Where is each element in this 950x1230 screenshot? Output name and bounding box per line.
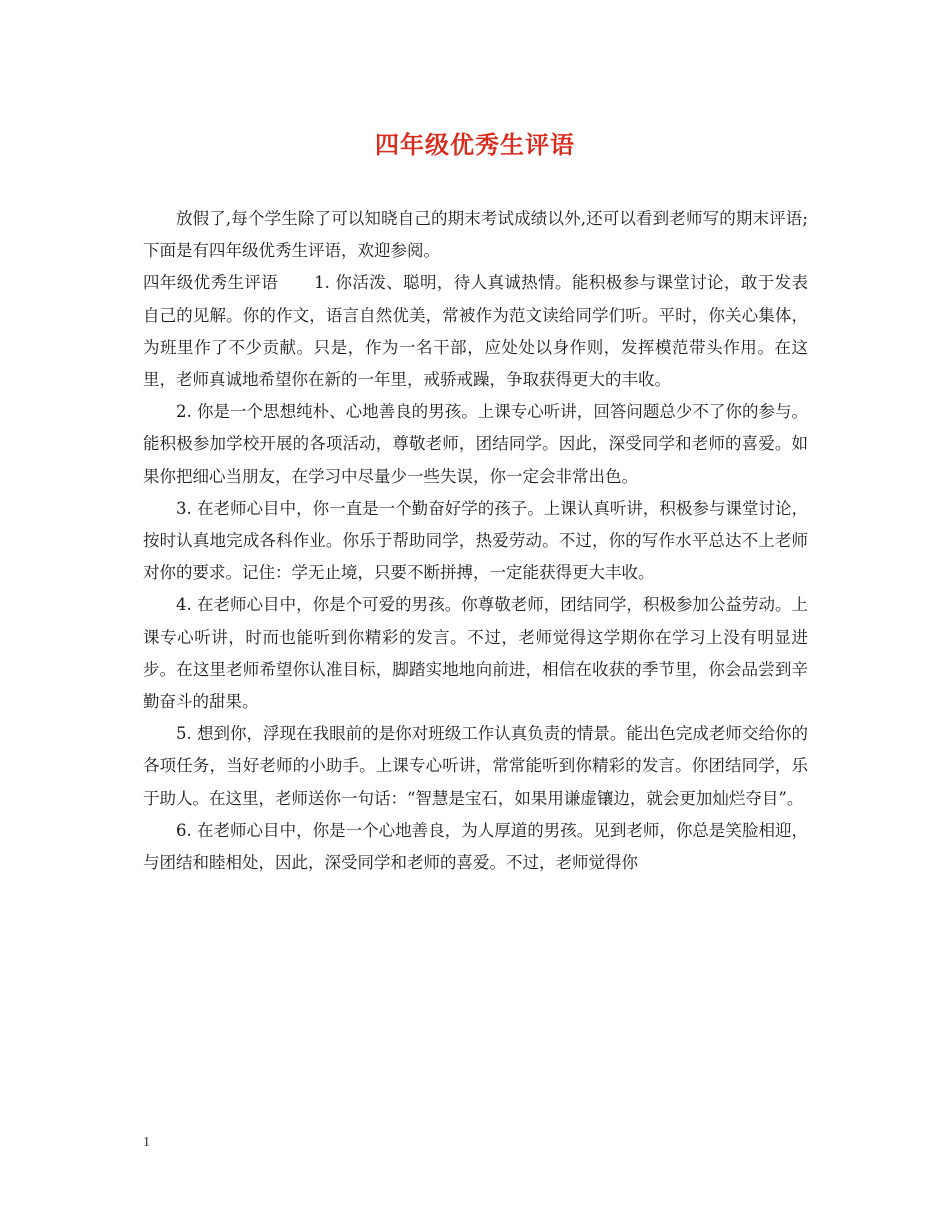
comment-paragraph-4: 4. 在老师心目中，你是个可爱的男孩。你尊敬老师，团结同学，积极参加公益劳动。上课专心听讲，时而也能听到你精彩的发言。不过，老师觉得这学期你在学习上没有明显进步。在这里老师希望你认准目标，脚踏实地地向前进，相信在收获的季节里，你会品尝到辛勤奋斗的甜果。	[143, 595, 808, 712]
comment-paragraph-3: 3. 在老师心目中，你一直是一个勤奋好学的孩子。上课认真听讲，积极参与课堂讨论，按时认真地完成各科作业。你乐于帮助同学，热爱劳动。不过，你的写作水平总达不上老师对你的要求。记住：学无止境，只要不断拼搏，一定能获得更大丰收。	[143, 498, 808, 583]
page-number: 1	[143, 1135, 150, 1150]
document-body	[143, 203, 808, 879]
section-label: 四年级优秀生评语	[143, 273, 279, 293]
comment-paragraph-6: 6. 在老师心目中，你是一个心地善良，为人厚道的男孩。见到老师，你总是笑脸相迎，与团结和睦相处，因此，深受同学和老师的喜爱。不过，老师觉得你	[143, 820, 808, 873]
intro-paragraph: 放假了,每个学生除了可以知晓自己的期末考试成绩以外,还可以看到老师写的期末评语;下面是有四年级优秀生评语，欢迎参阅。	[143, 209, 808, 261]
comment-paragraph-2: 2. 你是一个思想纯朴、心地善良的男孩。上课专心听讲，回答问题总少不了你的参与。能积极参加学校开展的各项活动，尊敬老师，团结同学。因此，深受同学和老师的喜爱。如果你把细心当朋友，在学习中尽量少一些失误，你一定会非常出色。	[143, 402, 808, 486]
comment-paragraph-5: 5. 想到你，浮现在我眼前的是你对班级工作认真负责的情景。能出色完成老师交给你的各项任务，当好老师的小助手。上课专心听讲，常常能听到你精彩的发言。你团结同学，乐于助人。在这里，老师送你一句话：“智慧是宝石，如果用谦虚镶边，就会更加灿烂夺目”。	[143, 724, 808, 808]
comment-paragraph-1	[143, 267, 808, 396]
comment-1-text: 1. 你活泼、聪明，待人真诚热情。能积极参与课堂讨论，敢于发表自己的见解。你的作文，语言自然优美，常被作为范文读给同学们听。平时，你关心集体，为班里作了不少贡献。只是，作为一名干部，应处处以身作则，发挥模范带头作用。在这里，老师真诚地希望你在新的一年里，戒骄戒躁，争取获得更大的丰收。	[143, 273, 809, 390]
document-title: 四年级优秀生评语	[375, 130, 575, 159]
